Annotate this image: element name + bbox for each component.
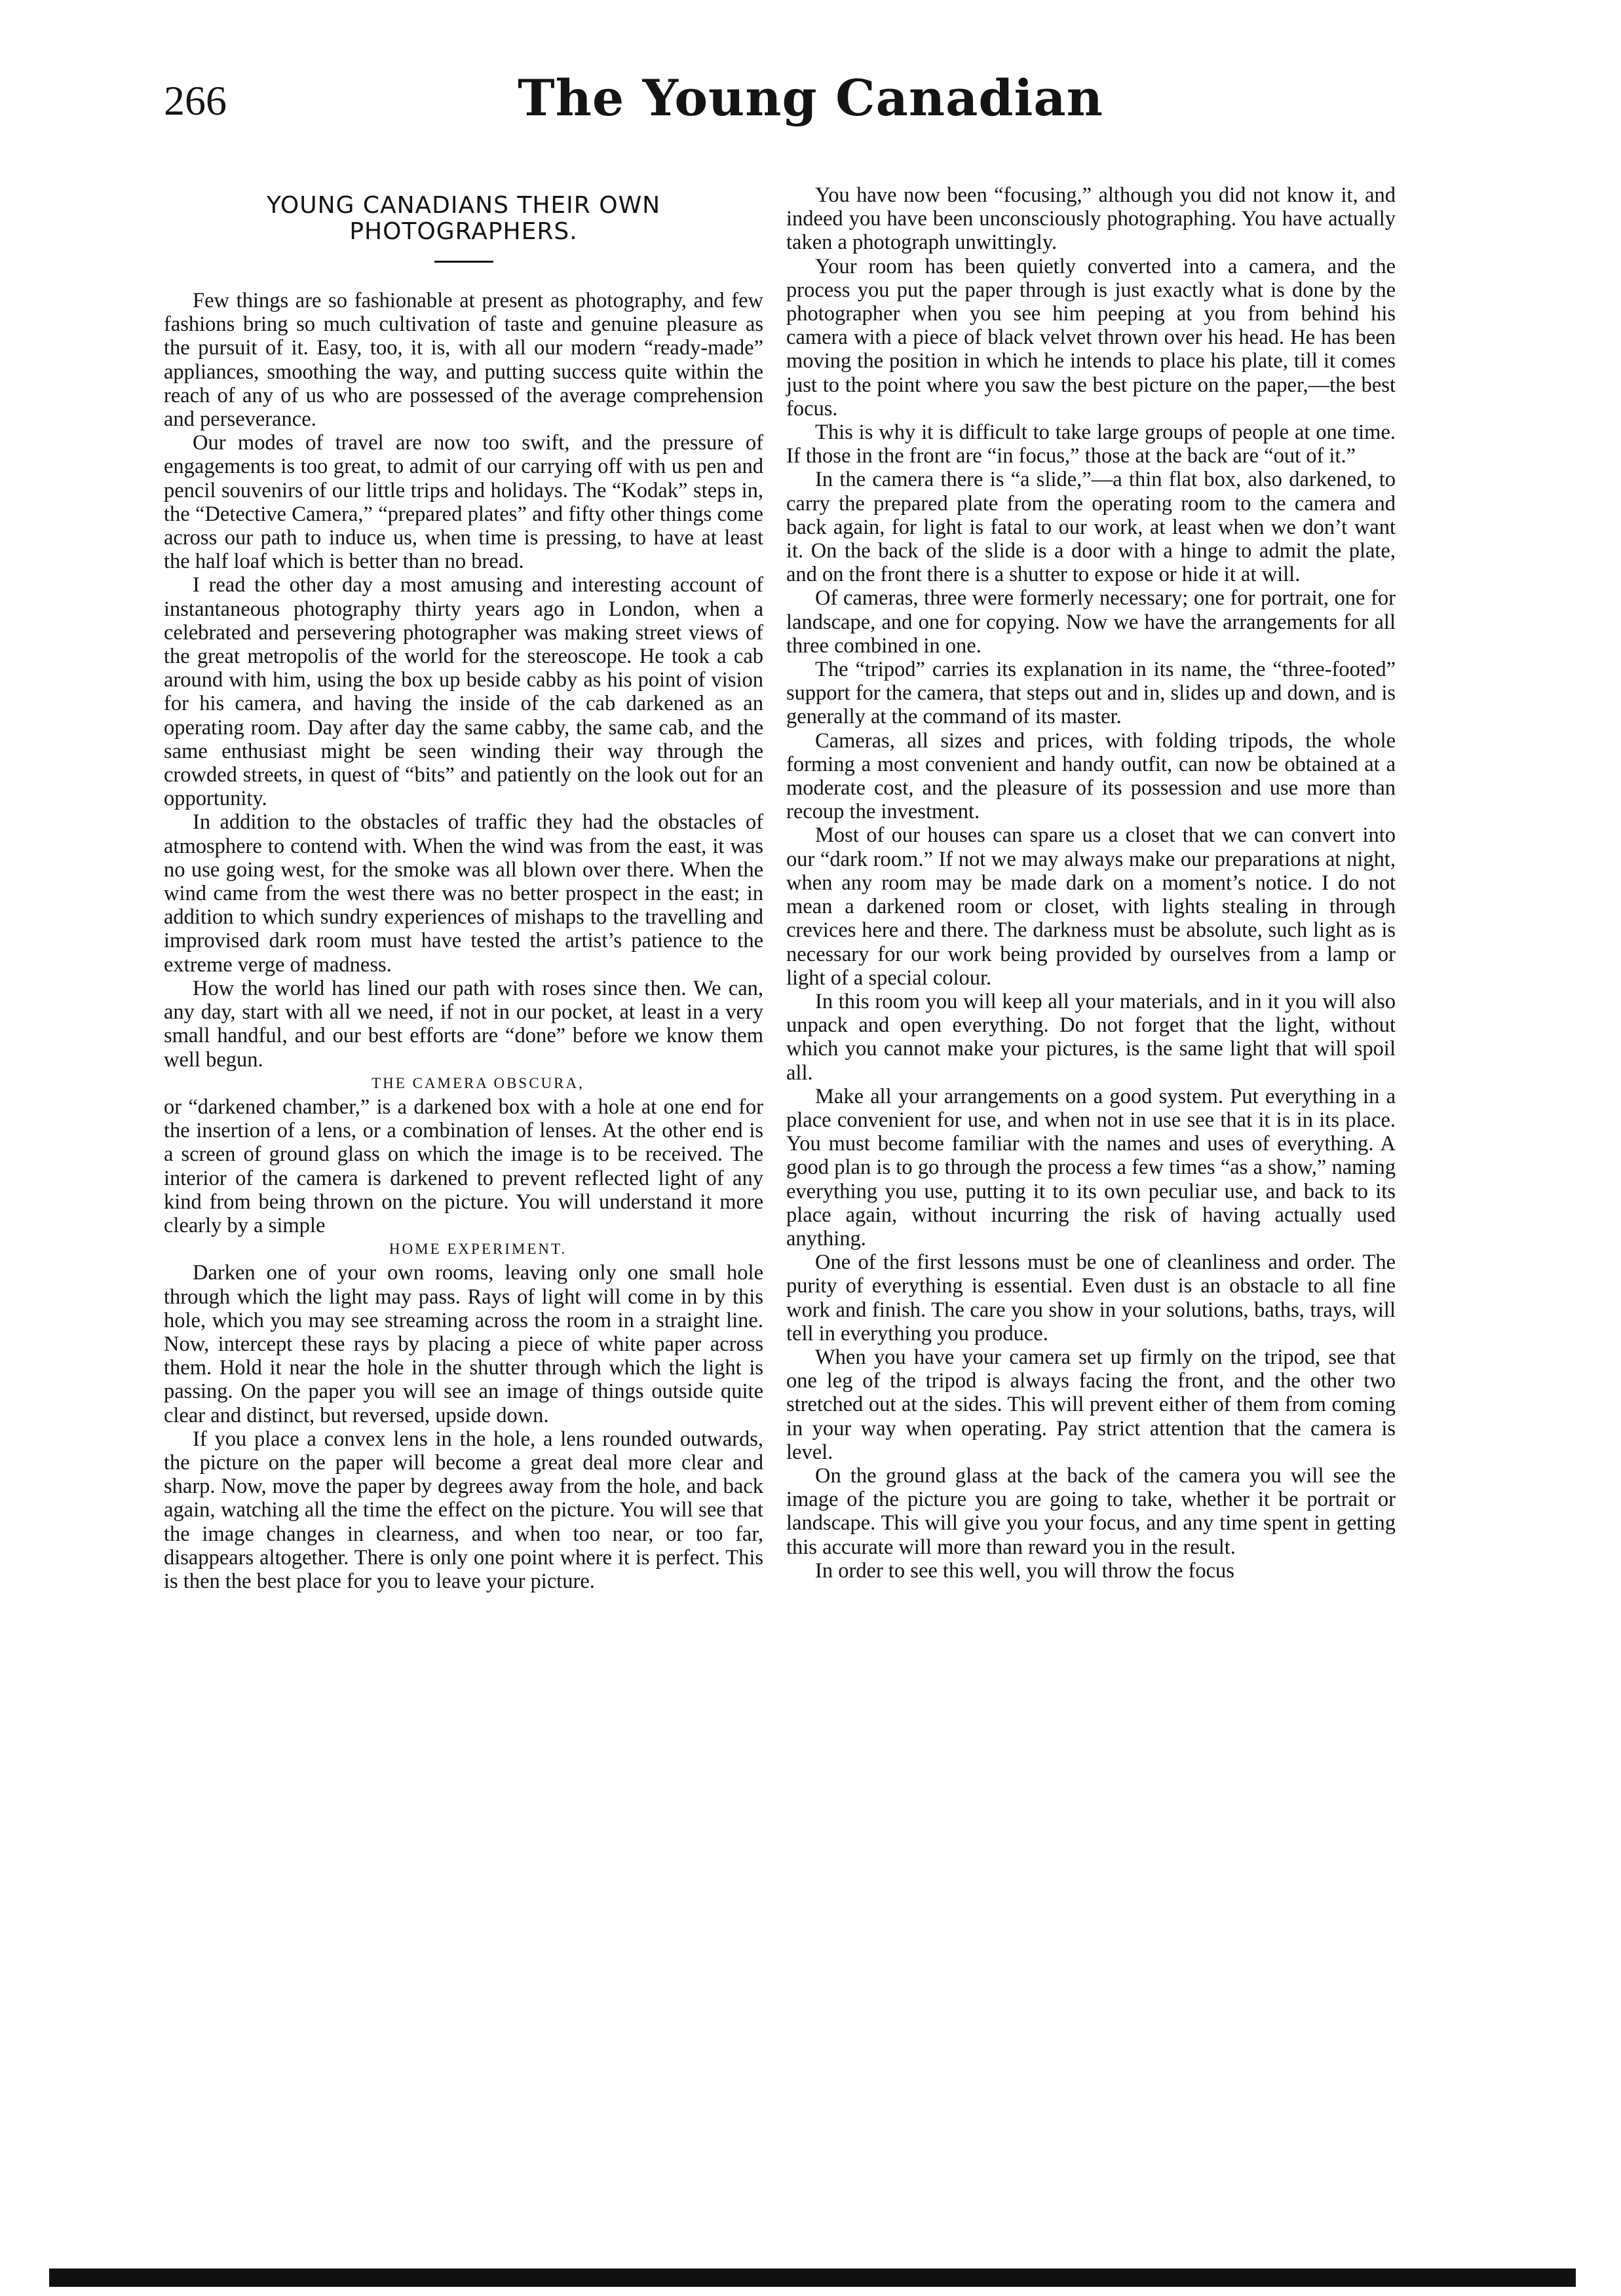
paragraph: Your room has been quietly converted into a camera, and the process you put the paper through is just exactly what is done by the photographer when you see him peeping at you from behind his camera with a piece of black velvet thrown over his head. He has been moving the position in which he intends to place his plate, till it comes just to the point where you saw the best picture on the paper,—the best focus.	[786, 254, 1396, 421]
paragraph: In this room you will keep all your materials, and in it you will also unpack and open everything. Do not forget that the light, without which you cannot make your pictures, is the same light that will spoil all.	[786, 989, 1396, 1085]
paragraph: Of cameras, three were formerly necessary; one for portrait, one for landscape, and one for copying. Now we have the arrangements for all three combined in one.	[786, 586, 1396, 658]
paragraph: Make all your arrangements on a good system. Put everything in a place convenient for use, and when not in use see that it is in its place. You must become familiar with the names and uses of everything. A good plan is to go through the process a few times “as a show,” naming everything you use, putting it to its own peculiar use, and back to its place again, without incurring the risk of having actually used anything.	[786, 1084, 1396, 1251]
paragraph: or “darkened chamber,” is a darkened box with a hole at one end for the insertion of a lens, or a combination of lenses. At the other end is a screen of ground glass on which the image is to be received. The interior of the camera is darkened to prevent reflected light of any kind from being thrown on the picture. You will understand it more clearly by a simple	[164, 1095, 763, 1237]
subhead-home-experiment: HOME EXPERIMENT.	[389, 1241, 567, 1258]
right-column	[786, 183, 1396, 1583]
paragraph: In the camera there is “a slide,”—a thin flat box, also darkened, to carry the prepared plate from the operating room to the camera and back again, for light is fatal to our work, at least when we don’t want it. On the back of the slide is a door with a hinge to admit the plate, and on the front there is a shutter to expose or hide it at will.	[786, 468, 1396, 587]
paragraph: The “tripod” carries its explanation in its name, the “three-footed” support for the camera, that steps out and in, slides up and down, and is generally at the command of its master.	[786, 658, 1396, 729]
paragraph: Our modes of travel are now too swift, and the pressure of engagements is too great, to admit of our carrying off with us pen and pencil souvenirs of our little trips and holidays. The “Kodak” steps in, the “Detective Camera,” “prepared plates” and fifty other things come across our path to induce us, when time is pressing, to have at least the half loaf which is better than no bread.	[164, 431, 763, 574]
paragraph: Darken one of your own rooms, leaving only one small hole through which the light may pass. Rays of light will come in by this hole, which you may see streaming across the room in a straight line. Now, intercept these rays by placing a piece of white paper across them. Hold it near the hole in the shutter through which the light is passing. On the paper you will see an image of things outside quite clear and distinct, but reversed, upside down.	[164, 1261, 763, 1427]
paragraph: I read the other day a most amusing and interesting account of instantaneous photography thirty years ago in London, when a celebrated and persevering photographer was making street views of the great metropolis of the world for the stereoscope. He took a cab around with him, using the box up beside cabby as his point of vision for his camera, and having the inside of the cab darkened as an operating room. Day after day the same cabby, the same cab, and the same enthusiast might be seen winding their way through the crowded streets, in quest of “bits” and patiently on the look out for an opportunity.	[164, 573, 763, 811]
paragraph: In addition to the obstacles of traffic they had the obstacles of atmosphere to contend with. When the wind was from the east, it was no use going west, for the smoke was all blown over there. When the wind came from the west there was no better prospect in the east; in addition to which sundry experiences of mishaps to the travelling and improvised dark room must have tested the artist’s patience to the extreme verge of madness.	[164, 810, 763, 977]
page-number: 266	[164, 77, 227, 124]
paragraph: Most of our houses can spare us a closet that we can convert into our “dark room.” If not we may always make our preparations at night, when any room may be made dark on a moment’s notice. I do not mean a darkened room or closet, with lights stealing in through crevices here and there. The darkness must be absolute, such light as is necessary for our work being provided by ourselves from a lamp or light of a special colour.	[786, 823, 1396, 990]
paragraph: This is why it is difficult to take large groups of people at one time. If those in the front are “in focus,” those at the back are “out of it.”	[786, 421, 1396, 468]
left-column	[164, 183, 763, 1593]
paragraph: How the world has lined our path with roses since then. We can, any day, start with all we need, if not in our pocket, at least in a very small handful, and our best efforts are “done” before we know them well begun.	[164, 976, 763, 1072]
paragraph: Cameras, all sizes and prices, with folding tripods, the whole forming a most convenient and handy outfit, can now be obtained at a moderate cost, and the pleasure of its possession and use more than recoup the investment.	[786, 728, 1396, 824]
page-header	[0, 0, 1621, 157]
paragraph: If you place a convex lens in the hole, a lens rounded outwards, the picture on the paper will become a great deal more clear and sharp. Now, move the paper by degrees away from the hole, and back again, watching all the time the effect on the picture. You will see that the image changes in clearness, and when too near, or too far, disappears altogether. There is only one point where it is perfect. This is then the best place for you to leave your picture.	[164, 1427, 763, 1593]
paragraph: You have now been “focusing,” although you did not know it, and indeed you have been unconsciously photographing. You have actually taken a photograph unwittingly.	[786, 183, 1396, 255]
title-rule	[434, 261, 493, 263]
paragraph: In order to see this well, you will throw the focus	[815, 1558, 1234, 1583]
subhead-camera-obscura: THE CAMERA OBSCURA,	[372, 1074, 584, 1091]
footer-rule	[49, 2268, 1576, 2287]
running-title: The Young Canadian	[518, 69, 1103, 127]
paragraph: On the ground glass at the back of the camera you will see the image of the picture you are going to take, whether it be portrait or landscape. This will give you your focus, and any time spent in getting this accurate will more than reward you in the result.	[786, 1463, 1396, 1559]
paragraph: Few things are so fashionable at present as photography, and few fashions bring so much cultivation of taste and genuine pleasure as the pursuit of it. Easy, too, it is, with all our modern “ready-made” appliances, smoothing the way, and putting success quite within the reach of any of us who are possessed of the average comprehension and perseverance.	[164, 289, 763, 432]
article-title: YOUNG CANADIANS THEIR OWN PHOTOGRAPHERS.	[266, 192, 661, 245]
paragraph: When you have your camera set up firmly on the tripod, see that one leg of the tripod is always facing the front, and the other two stretched out at the sides. This will prevent either of them from coming in your way when operating. Pay strict attention that the camera is level.	[786, 1345, 1396, 1464]
paragraph: One of the first lessons must be one of cleanliness and order. The purity of everything is essential. Even dust is an obstacle to all fine work and finish. The care you show in your solutions, baths, trays, will tell in everything you produce.	[786, 1251, 1396, 1346]
